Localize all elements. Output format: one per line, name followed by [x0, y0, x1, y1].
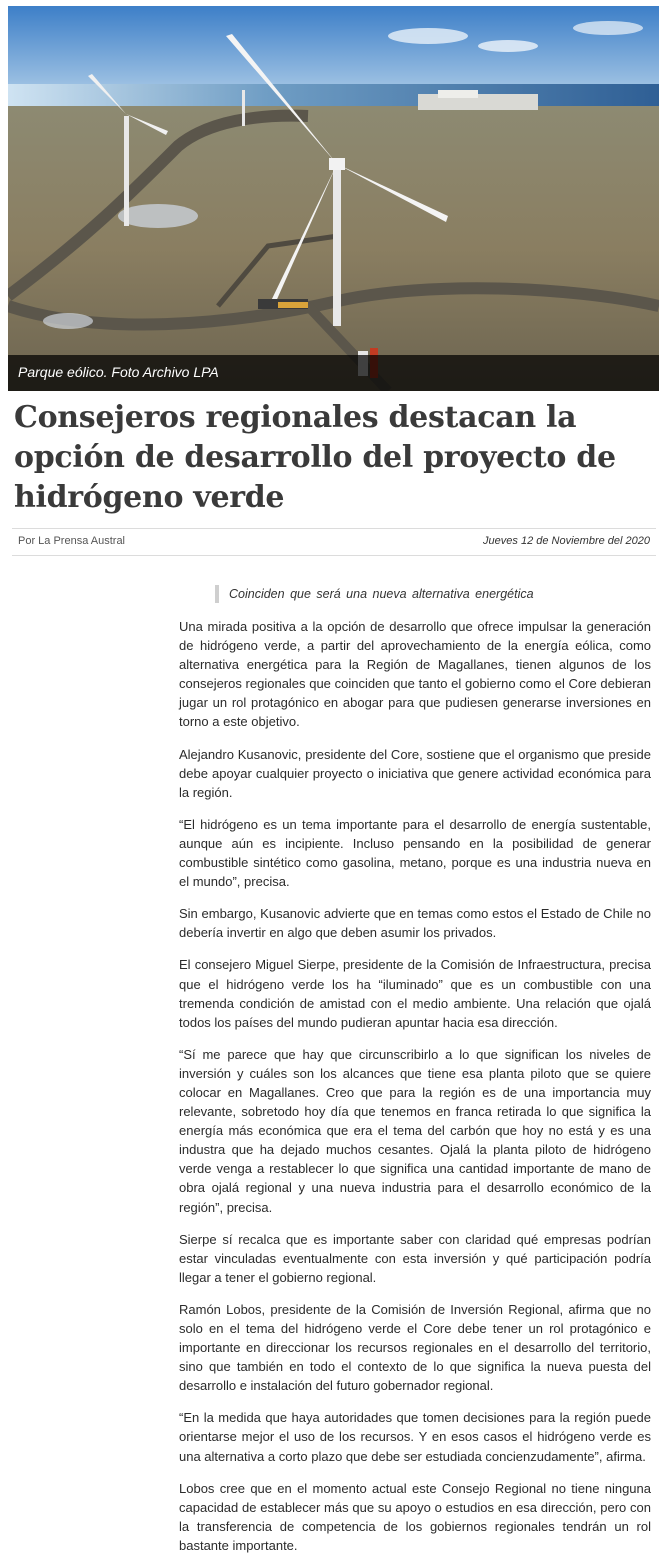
- caption-bar: [8, 355, 659, 391]
- paragraph: “En la medida que haya autoridades que tomen decisiones para la región puede orientarse mejor el uso de los recursos. Y en esos casos el hidrógeno verde es una alternativa a corto plazo que debe ser estudiada concienzudamente”, afirma.: [179, 1410, 651, 1464]
- photo-caption: Parque eólico. Foto Archivo LPA: [18, 364, 219, 380]
- paragraph: Sierpe sí recalca que es importante saber con claridad qué empresas podrían estar vinculadas eventualmente con esta inversión y qué participación podría llegar a tener el gobierno regional.: [179, 1231, 651, 1285]
- lead-quote: Coinciden que será una nueva alternativa energética: [215, 585, 669, 603]
- article-title: Consejeros regionales destacan la opción de desarrollo del proyecto de hidrógeno verde: [14, 400, 616, 515]
- article-body: [179, 617, 651, 1568]
- paragraph: Sin embargo, Kusanovic advierte que en temas como estos el Estado de Chile no debería invertir en algo que deben asumir los privados.: [179, 906, 651, 941]
- paragraph: “El hidrógeno es un tema importante para el desarrollo de energía sustentable, aunque aún es incipiente. Incluso pensando en la posibilidad de generar combustible sintético como gasolina, metano, porque es una industria nueva en el mundo”, precisa.: [179, 816, 651, 890]
- paragraph: El consejero Miguel Sierpe, presidente de la Comisión de Infraestructura, precisa que el hidrógeno verde los ha “iluminado” que es un combustible con una tremenda condición de amistad con el medio ambiente. Una relación que ojalá todos los países del mundo pudieran apuntar hacia esa dirección.: [179, 957, 651, 1030]
- paragraph: Lobos cree que en el momento actual este Consejo Regional no tiene ninguna capacidad de establecer más que su apoyo o estudios en esa dirección, pero con la transferencia de competencia de los gobiernos regionales tendrán un rol bastante importante.: [179, 1480, 651, 1553]
- paragraph: Una mirada positiva a la opción de desarrollo que ofrece impulsar la generación de hidrógeno verde, a partir del aprovechamiento de la energía eólica, como alternativa energética para la Región de Magallanes, tienen algunos de los consejeros regionales que coinciden que tanto el gobierno como el Core debieran jugar un rol protagónico en abogar para que pudiesen generarse inversiones en torno a este objetivo.: [179, 619, 651, 730]
- byline: Por La Prensa Austral: [18, 535, 126, 547]
- wind-farm-photo: [8, 6, 659, 391]
- paragraph: Alejandro Kusanovic, presidente del Core, sostiene que el organismo que preside debe apoyar cualquier proyecto o iniciativa que genere actividad económica para la región.: [179, 746, 651, 800]
- paragraph: Ramón Lobos, presidente de la Comisión de Inversión Regional, afirma que no solo en el tema del hidrógeno verde el Core debe tener un rol protagónico e importante en direccionar los recursos regionales en el desarrollo del territorio, sino que también en todo el contexto de lo que significa la nueva puesta del desarrollo e instalación del futuro gobernador regional.: [179, 1301, 651, 1394]
- publish-date: Jueves 12 de Noviembre del 2020: [483, 535, 650, 547]
- paragraph: “Sí me parece que hay que circunscribirlo a lo que significan los niveles de inversión y cuáles son los alcances que tiene esa planta piloto que se quiere colocar en Magallanes. Creo que para la región es de una importancia muy relevante, sobretodo hoy día que tenemos en franca retirada lo que significa la energía más económica que era el tema del carbón que hoy no está y es una industra que ha dejado muchos cesantes. Ojalá la planta piloto de hidrógeno verde venga a restablecer lo que significa una cantidad importante de mano de obra ojalá regional y una nueva industria para el desarrollo económico de la región”, precisa.: [179, 1046, 651, 1215]
- wind-turbine-illustration: [8, 6, 659, 391]
- article-meta: [12, 528, 656, 556]
